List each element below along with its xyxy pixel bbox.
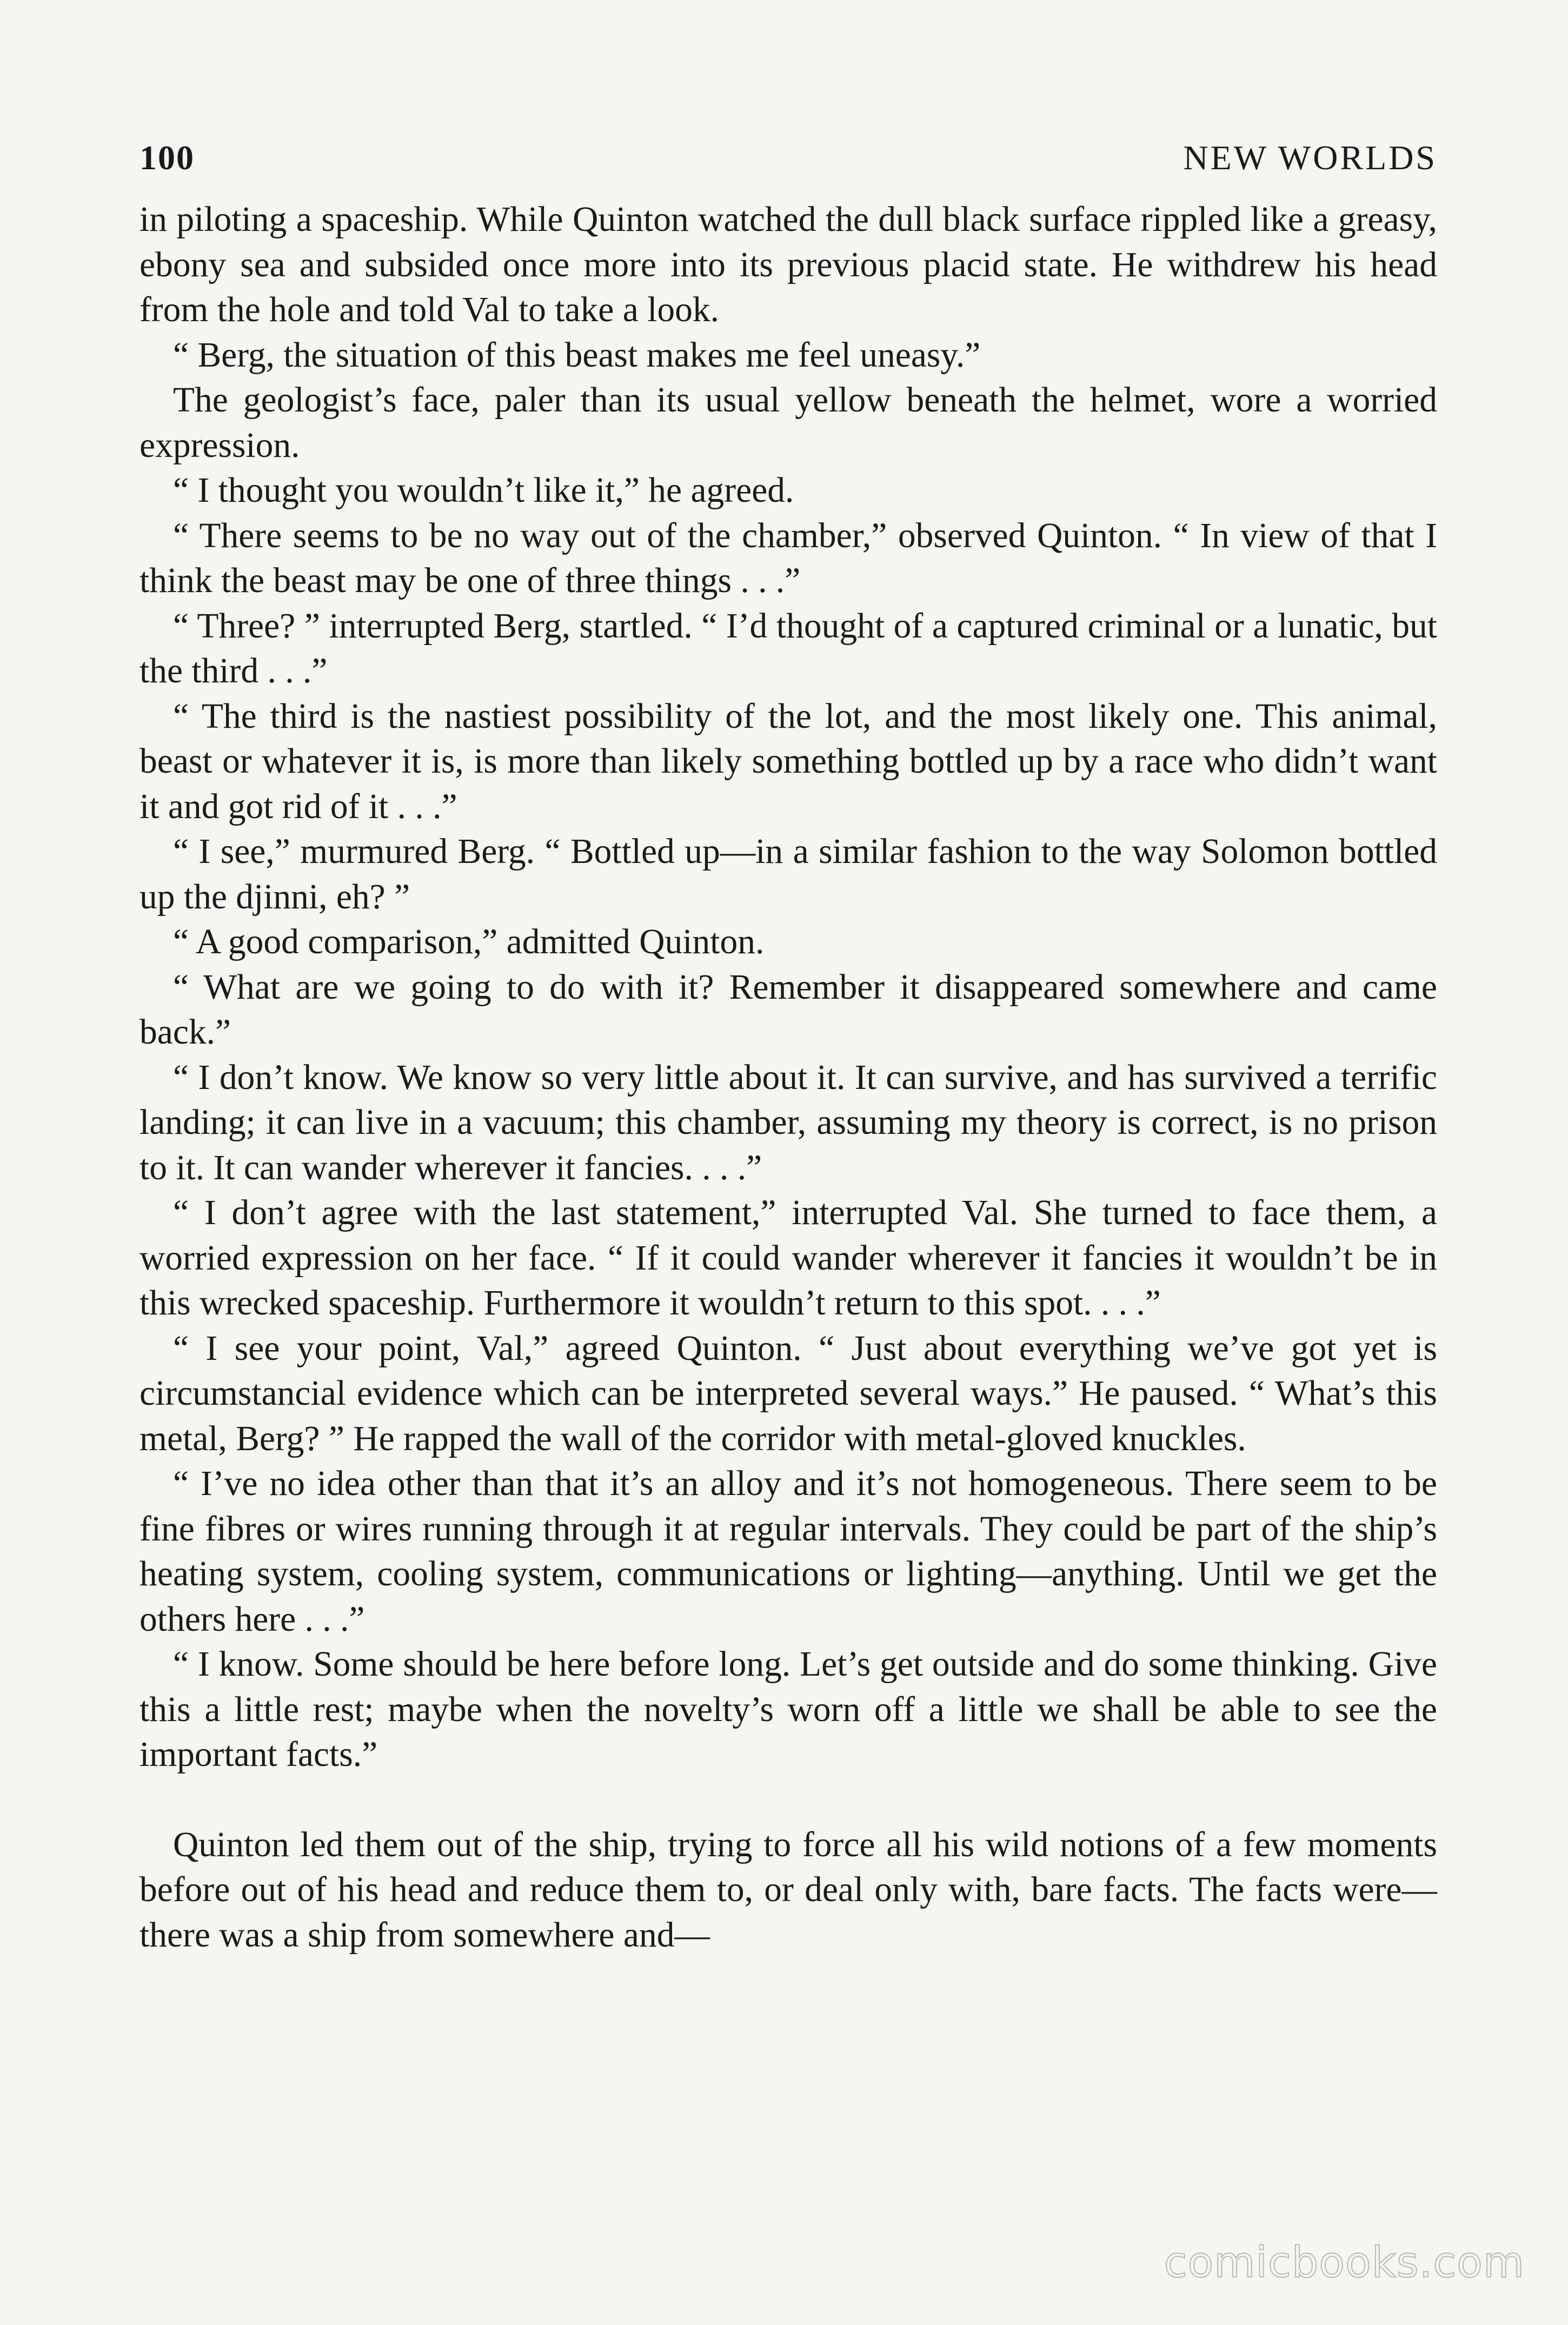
page-number: 100 bbox=[139, 138, 195, 177]
paragraph: “ A good comparison,” admitted Quinton. bbox=[173, 922, 765, 961]
page-header bbox=[139, 138, 1437, 197]
paragraph: in piloting a spaceship. While Quinton watched the dull black surface rippled like a greasy, ebony sea and subsided once more into its previous placid state. He withdrew his head from the hole and told Val to take a look. bbox=[139, 200, 1437, 329]
watermark-logo: comicbooks.com bbox=[1164, 2238, 1525, 2287]
paragraph: “ What are we going to do with it? Remember it disappeared somewhere and came back.” bbox=[139, 967, 1437, 1052]
paragraph: Quinton led them out of the ship, trying to force all his wild notions of a few moments before out of his head and reduce them to, or deal only with, bare facts. The facts were—there was a ship from somewhere and— bbox=[139, 1825, 1437, 1955]
paragraph: “ The third is the nastiest possibility of the lot, and the most likely one. This animal, beast or whatever it is, is more than likely something bottled up by a race who didn’t want it and got rid of it . . .” bbox=[139, 696, 1437, 826]
paragraph: “ Berg, the situation of this beast makes me feel uneasy.” bbox=[173, 335, 981, 375]
paragraph: “ I see,” murmured Berg. “ Bottled up—in a similar fashion to the way Solomon bottled up the djinni, eh? ” bbox=[139, 832, 1437, 916]
body-text bbox=[139, 197, 1437, 1958]
paragraph: The geologist’s face, paler than its usual yellow beneath the helmet, wore a worried expression. bbox=[139, 381, 1437, 465]
paragraph: “ I know. Some should be here before long. Let’s get outside and do some thinking. Give this a little rest; maybe when the novelty’s worn off a little we shall be able to see the important facts.” bbox=[139, 1645, 1437, 1774]
running-title: NEW WORLDS bbox=[1183, 138, 1437, 177]
paragraph: “ I’ve no idea other than that it’s an alloy and it’s not homogeneous. There seem to be fine fibres or wires running through it at regular intervals. They could be part of the ship’s heating system, cooling system, communications or lighting—anything. Until we get the others here . . .” bbox=[139, 1464, 1437, 1639]
book-page bbox=[139, 138, 1437, 2220]
paragraph: “ Three? ” interrupted Berg, startled. “ I’d thought of a captured criminal or a lunatic, but the third . . .” bbox=[139, 606, 1437, 690]
paragraph: “ I see your point, Val,” agreed Quinton. “ Just about everything we’ve got yet is circumstancial evidence which can be interpreted several ways.” He paused. “ What’s this metal, Berg? ” He rapped the wall of the corridor with metal-gloved knuckles. bbox=[139, 1328, 1437, 1458]
paragraph: “ I don’t know. We know so very little about it. It can survive, and has survived a terrific landing; it can live in a vacuum; this chamber, assuming my theory is correct, is no prison to it. It can wander wherever it fancies. . . .” bbox=[139, 1058, 1437, 1187]
paragraph: “ There seems to be no way out of the chamber,” observed Quinton. “ In view of that I think the beast may be one of three things . . .” bbox=[139, 516, 1437, 600]
paragraph: “ I don’t agree with the last statement,” interrupted Val. She turned to face them, a worried expression on her face. “ If it could wander wherever it fancies it wouldn’t be in this wrecked spaceship. Furthermore it wouldn’t return to this spot. . . .” bbox=[139, 1193, 1437, 1323]
paragraph: “ I thought you wouldn’t like it,” he agreed. bbox=[173, 471, 794, 510]
